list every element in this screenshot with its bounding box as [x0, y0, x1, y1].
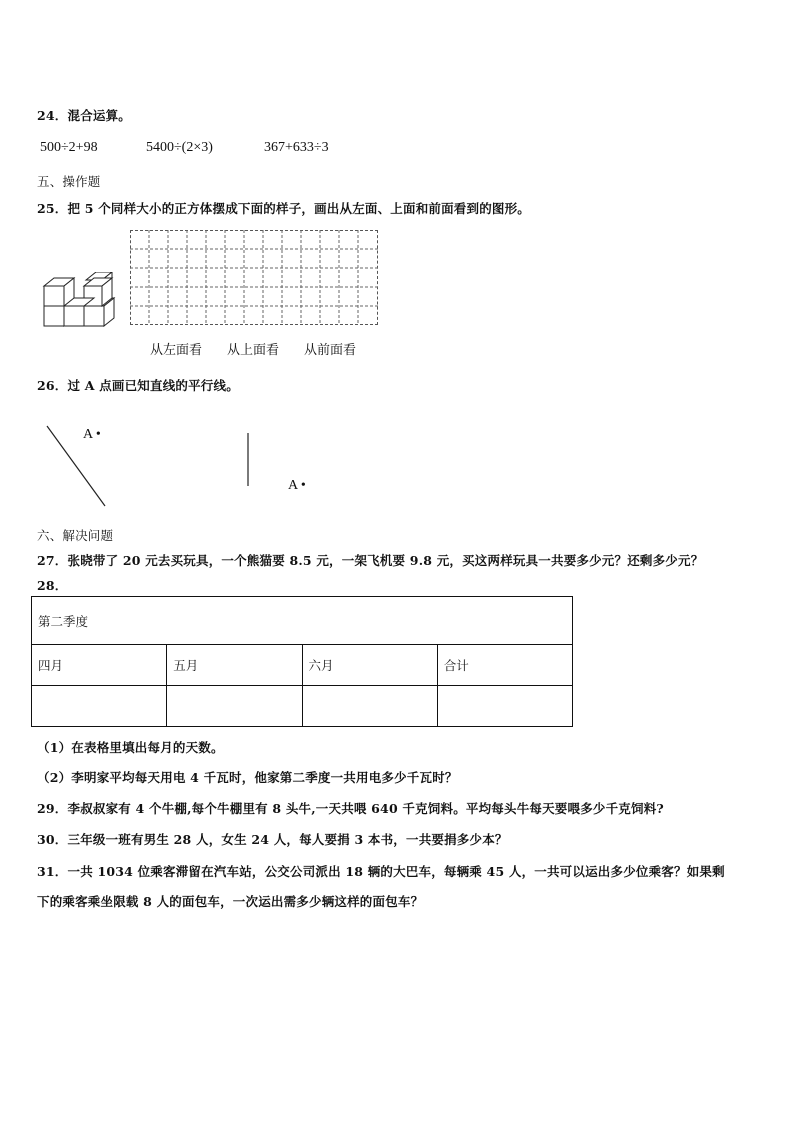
drawing-grid[interactable] [130, 230, 378, 325]
point-a-1-label: A [83, 427, 93, 442]
table-col-may: 五月 [167, 645, 302, 686]
table-cell-june-days[interactable] [302, 686, 437, 727]
table-col-april: 四月 [32, 645, 167, 686]
q26-lines-figure [40, 420, 320, 515]
q31-line-1: 31．一共 1034 位乘客滞留在汽车站，公交公司派出 18 辆的大巴车，每辆乘 45 人，一共可以运出多少位乘客？如果剩 [37, 864, 725, 879]
q27-text: 27．张晓带了 20 元去买玩具，一个熊猫要 8.5 元，一架飞机要 9.8 元，买这两样玩具一共要多少元？还剩多少元？ [37, 553, 704, 568]
table-header-season: 第二季度 [32, 597, 573, 645]
q30-text: 30．三年级一班有男生 28 人，女生 24 人，每人要捐 3 本书，一共要捐多少本？ [37, 832, 508, 847]
q24-expression-3: 367+633÷3 [264, 140, 329, 155]
section-6-heading: 六、解决问题 [37, 528, 114, 543]
table-col-total: 合计 [437, 645, 572, 686]
caption-left-view: 从左面看 [150, 343, 203, 358]
point-a-2-label: A [288, 478, 298, 493]
caption-top-view: 从上面看 [227, 343, 280, 358]
q28-table [31, 596, 573, 727]
point-a-1-dot: • [92, 427, 101, 442]
cube-arrangement-figure [40, 272, 120, 330]
section-5-heading: 五、操作题 [37, 174, 101, 189]
point-a-1 [83, 427, 101, 443]
table-cell-total-days[interactable] [437, 686, 572, 727]
caption-front-view: 从前面看 [304, 343, 357, 358]
q25-title: 25．把 5 个同样大小的正方体摆成下面的样子，画出从左面、上面和前面看到的图形。 [37, 201, 530, 216]
point-a-2 [288, 478, 306, 494]
q24-expression-2: 5400÷(2×3) [146, 140, 213, 155]
q28-sub2: （2）李明家平均每天用电 4 千瓦时，他家第二季度一共用电多少千瓦时？ [37, 770, 458, 785]
q26-title: 26．过 A 点画已知直线的平行线。 [37, 378, 239, 393]
q31-line-2: 下的乘客乘坐限载 8 人的面包车，一次运出需多少辆这样的面包车？ [37, 894, 424, 909]
q24-title: 24．混合运算。 [37, 108, 131, 123]
point-a-2-dot: • [297, 478, 306, 493]
q29-text: 29．李叔叔家有 4 个牛棚,每个牛棚里有 8 头牛,一天共喂 640 千克饲料。平均每头牛每天要喂多少千克饲料? [37, 801, 664, 816]
table-cell-april-days[interactable] [32, 686, 167, 727]
q24-expression-1: 500÷2+98 [40, 140, 98, 155]
table-col-june: 六月 [302, 645, 437, 686]
table-cell-may-days[interactable] [167, 686, 302, 727]
q28-sub1: （1）在表格里填出每月的天数。 [37, 740, 224, 755]
q28-number: 28． [37, 578, 68, 593]
